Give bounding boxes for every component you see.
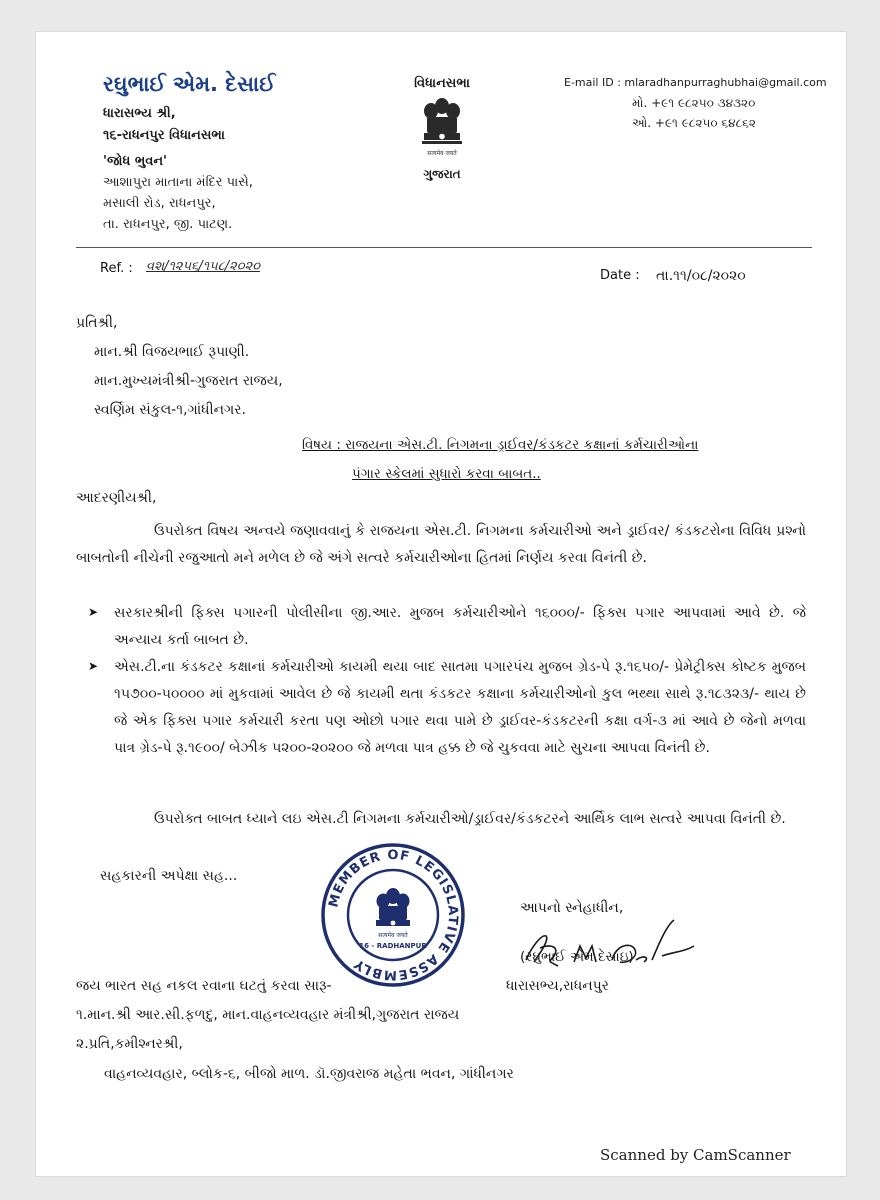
sender-designation: ધારાસભ્ય શ્રી, <box>103 106 176 121</box>
conclusion-paragraph: ઉપરોક્ત બાબત ધ્યાને લઇ એસ.ટી નિગમના કર્મચારીઓ/ડ્રાઈવર/કંડકટરને આર્થિક લાભ સત્વરે આપવા વિનંતી છે. <box>154 811 786 827</box>
scanner-watermark: Scanned by CamScanner <box>600 1146 791 1164</box>
subject-line-2: પંગાર સ્કેલમાં સુધારો કરવા બાબત.. <box>352 466 541 482</box>
date-label: Date : <box>600 268 640 283</box>
yours-affectionately: આપનો સ્નેહાધીન, <box>520 900 624 916</box>
recipient-line-3: માન.મુખ્યમંત્રીશ્રી-ગુજરાત રાજય, <box>94 373 283 389</box>
intro-paragraph: ઉપરોક્ત વિષય અન્વયે જણાવવાનું કે રાજયના એસ.ટી. નિગમના કર્મચારીઓ અને ડ્રાઈવર/ કંડકટરોના વિવિધ પ્રશ્નો બાબતોની નીચેની રજુઆતો મને મળેલ છે જે અંગે સત્વરે કર્મચારીઓના હિતમાં નિર્ણય કરવા વિનંતી છે. <box>76 523 806 566</box>
bullet-paragraph-1: સરકારશ્રીની ફિક્સ પગારની પોલીસીના જી.આર. મુજબ કર્મચારીઓને ૧૬૦૦૦/- ફિક્સ પગાર આપવામાં આવે છે. જે અન્યાય કર્તા બાબત છે. <box>114 605 806 648</box>
stamp-emblem-icon <box>376 888 410 926</box>
email-address: E-mail ID : mlaradhanpurraghubhai@gmail.com <box>564 76 827 89</box>
mobile-number-1: મો. +૯૧ ૯૮૨૫૦ ૩૪૩૨૦ <box>632 96 756 110</box>
copy-to-heading: જય ભારત સહ નકલ રવાના ઘટતું કરવા સારૂ- <box>76 978 332 994</box>
header-divider <box>76 247 812 248</box>
signatory-designation: ધારાસભ્ય,રાધનપુર <box>506 978 609 994</box>
salutation: આદરણીયશ્રી, <box>76 490 157 506</box>
stamp-ring-text: MEMBER OF LEGISLATIVE ASSEMBLY <box>326 847 461 983</box>
bullet-paragraph-2: એસ.ટી.ના કંડકટર કક્ષાનાં કર્મચારીઓ કાયમી થયા બાદ સાતમા પગારપંચ મુજબ ગ્રેડ-પે રૂ.૧૬૫૦/- પ્રેમેટ્રીક્સ કોષ્ટક મુજબ ૧૫૭૦૦-૫૦૦૦૦ માં મુકવામાં આવેલ છે જે કાયમી થતા કંડકટર કક્ષાના કર્મચારીઓનો કુલ ભથ્થા સાથે રૂ.૧૮૩૨૩/- થાય છે જે એક ફિક્સ પગાર કર્મચારી કરતા પણ ઓછો પગાર થવા પામે છે ડ્રાઈવર-કંડકટરની કક્ષા વર્ગ-૩ માં આવે છે જેનો મળવા પાત્ર ગ્રેડ-પે રૂ.૧૯૦૦/ બેઝીક ૫૨૦૦-૨૦૨૦૦ જે મળવા પાત્ર હક્ક છે જે ચુકવવા માટે સુચના આપવા વિનંતી છે. <box>114 659 806 756</box>
date-value: તા.૧૧/૦૮/૨૦૨૦ <box>656 268 746 284</box>
mobile-number-2: ઓ. +૯૧ ૯૮૨૫૦ ૬૪૮૬૨ <box>632 116 756 130</box>
subject-line-1: વિષય : રાજયના એસ.ટી. નિગમના ડ્રાઈવર/કંડકટર કક્ષાનાં કર્મચારીઓના <box>302 437 699 453</box>
stamp-motto: सत्यमेव जयते <box>378 932 408 939</box>
sender-name: રઘુભાઈ એમ. દેસાઈ <box>103 72 276 96</box>
bullet-arrow-icon: ➤ <box>88 659 99 673</box>
copy-to-item-1: ૧.માન.શ્રી આર.સી.ફળદુ, માન.વાહનવ્યવહાર મંત્રીશ્રી,ગુજરાત રાજય <box>76 1007 460 1023</box>
sender-address-line-3: તા. રાધનપુર, જી. પાટણ. <box>103 217 233 232</box>
lion-capital-icon <box>418 95 466 167</box>
sender-address-line-1: આશાપુરા માતાના મંદિર પાસે, <box>103 175 253 190</box>
reference-label: Ref. : <box>100 261 133 276</box>
sender-address-line-2: મસાલી રોડ, રાધનપુર, <box>103 196 216 211</box>
copy-to-item-2: ૨.પ્રતિ,કમીશ્નરશ્રી, <box>76 1036 183 1052</box>
letter-page <box>36 32 846 1176</box>
handwritten-signature <box>516 916 706 978</box>
stamp-place: 16 - RADHANPUR <box>359 942 427 950</box>
emblem-bottom-label: ગુજરાત <box>423 167 461 181</box>
emblem-motto: सत्यमेव जयते <box>427 150 457 157</box>
sender-building: 'જોધ ભુવન' <box>103 154 168 169</box>
recipient-line-4: સ્વર્ણિમ સંકુલ-૧,ગાંધીનગર. <box>94 402 246 418</box>
sender-constituency: ૧૬-રાધનપુર વિધાનસભા <box>103 128 225 143</box>
official-stamp <box>318 840 468 990</box>
copy-to-item-2-address: વાહનવ્યવહાર, બ્લોક-૬, બીજો માળ. ડૉ.જીવરાજ મહેતા ભવન, ગાંધીનગર <box>104 1066 514 1082</box>
signatory-name: (રઘુભાઈ એમ.દેસાઇ) <box>520 949 634 965</box>
recipient-line-1: પ્રતિશ્રી, <box>76 315 118 331</box>
state-emblem <box>406 76 478 182</box>
reference-number: વશ/૧૨૫૬/૧૫૮/૨૦૨૦ <box>146 259 261 274</box>
recipient-line-2: માન.શ્રી વિજયભાઈ રૂપાણી. <box>94 344 250 360</box>
bullet-arrow-icon: ➤ <box>88 605 99 619</box>
closing-line: સહકારની અપેક્ષા સહ... <box>100 868 238 884</box>
emblem-top-label: વિધાનસભા <box>414 76 470 91</box>
